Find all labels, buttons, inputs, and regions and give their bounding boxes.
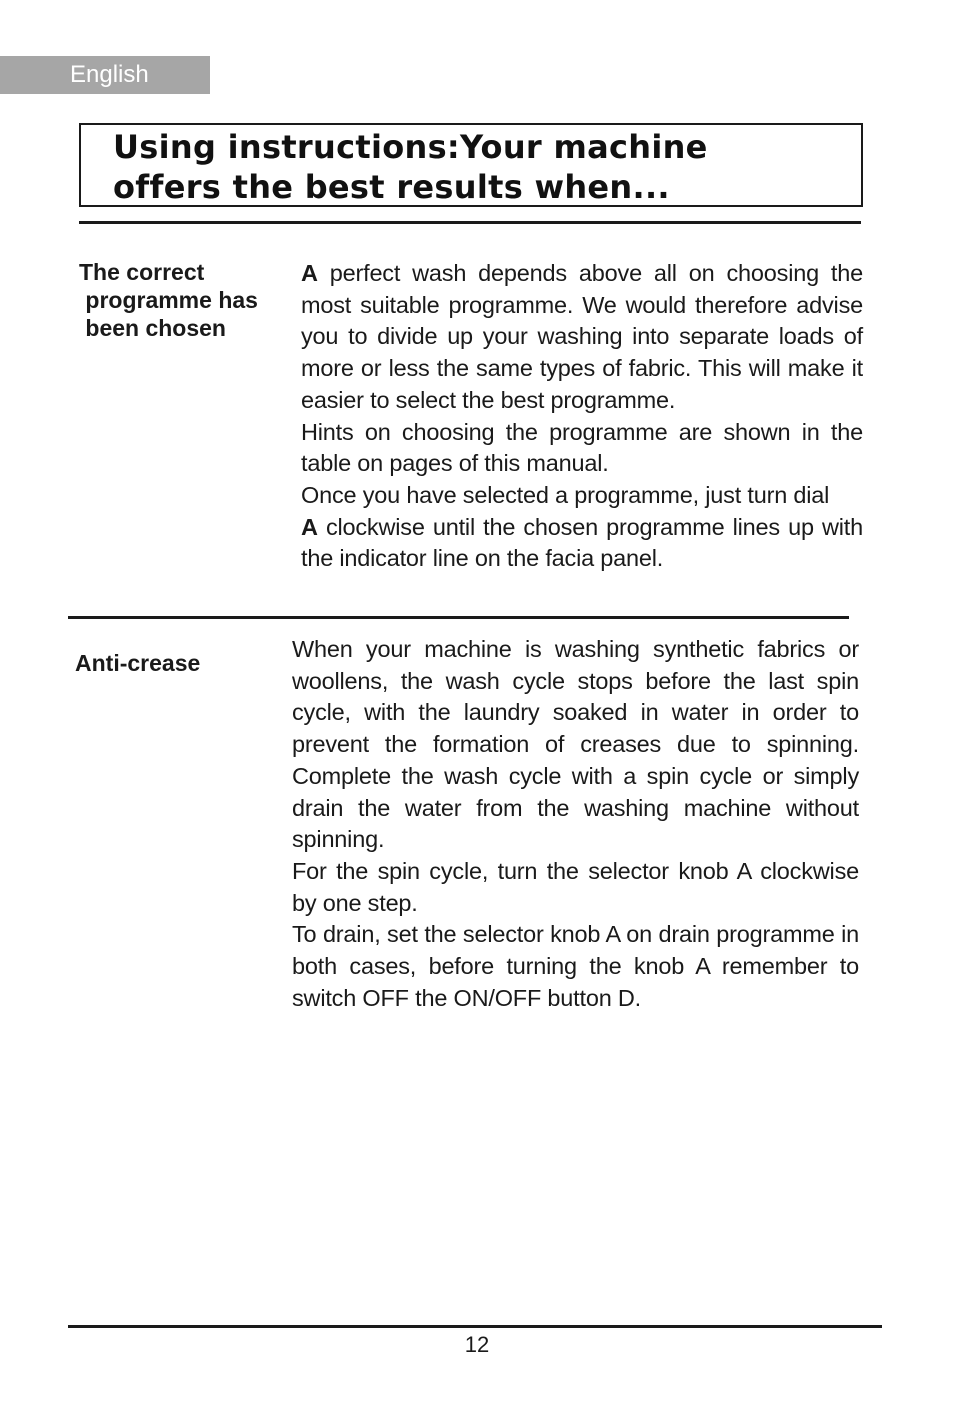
- lead-letter: A: [301, 513, 318, 540]
- section-body-anti-crease: [292, 634, 859, 1014]
- paragraph: [301, 480, 863, 512]
- paragraph: [292, 634, 859, 856]
- paragraph-text: clockwise until the chosen programme lines up with the indicator line on the facia panel.: [301, 513, 863, 572]
- paragraph: [301, 417, 863, 480]
- title-box: [79, 123, 863, 207]
- language-tab: English: [0, 56, 210, 94]
- paragraph: [292, 856, 859, 919]
- section-label-correct-programme: [79, 258, 258, 342]
- title-line-1: Using instructions:Your machine: [113, 128, 708, 166]
- label-line: The correct: [79, 259, 205, 285]
- page-number: 12: [464, 1332, 490, 1357]
- label-line: programme has: [79, 287, 258, 313]
- label-line: been chosen: [79, 315, 226, 341]
- divider-top: [79, 221, 861, 224]
- section-body-correct-programme: [301, 258, 863, 575]
- title-line-2: offers the best results when...: [113, 168, 670, 206]
- divider-footer: [68, 1325, 882, 1328]
- page-title: [113, 127, 708, 207]
- paragraph-text: To drain, set the selector knob A on drain programme in both cases, before turning the knob A remember to switch OFF the ON/OFF button D.: [292, 921, 859, 1011]
- label-line: Anti-crease: [75, 650, 201, 676]
- lead-letter: A: [301, 260, 318, 286]
- paragraph-text: Hints on choosing the programme are shown in the table on pages of this manual.: [301, 418, 863, 477]
- paragraph: [301, 258, 863, 417]
- paragraph: [292, 919, 859, 1014]
- section-label-anti-crease: [75, 649, 200, 677]
- paragraph-text: When your machine is washing synthetic fabrics or woollens, the wash cycle stops before the last spin cycle, with the laundry soaked in water in order to prevent the formation of creases due to spinning. Complete the wash cycle with a spin cycle or simply drain the water from the washing machine without spinning.: [292, 636, 859, 853]
- paragraph-text: For the spin cycle, turn the selector knob A clockwise by one step.: [292, 857, 859, 916]
- paragraph: [301, 512, 863, 575]
- paragraph-text: perfect wash depends above all on choosing the most suitable programme. We would therefore advise you to divide up your washing into separate loads of more or less the same types of fabric. This will make it easier to select the best programme.: [301, 260, 863, 413]
- divider-middle: [68, 616, 849, 619]
- paragraph-text: Once you have selected a programme, just turn dial: [301, 481, 830, 508]
